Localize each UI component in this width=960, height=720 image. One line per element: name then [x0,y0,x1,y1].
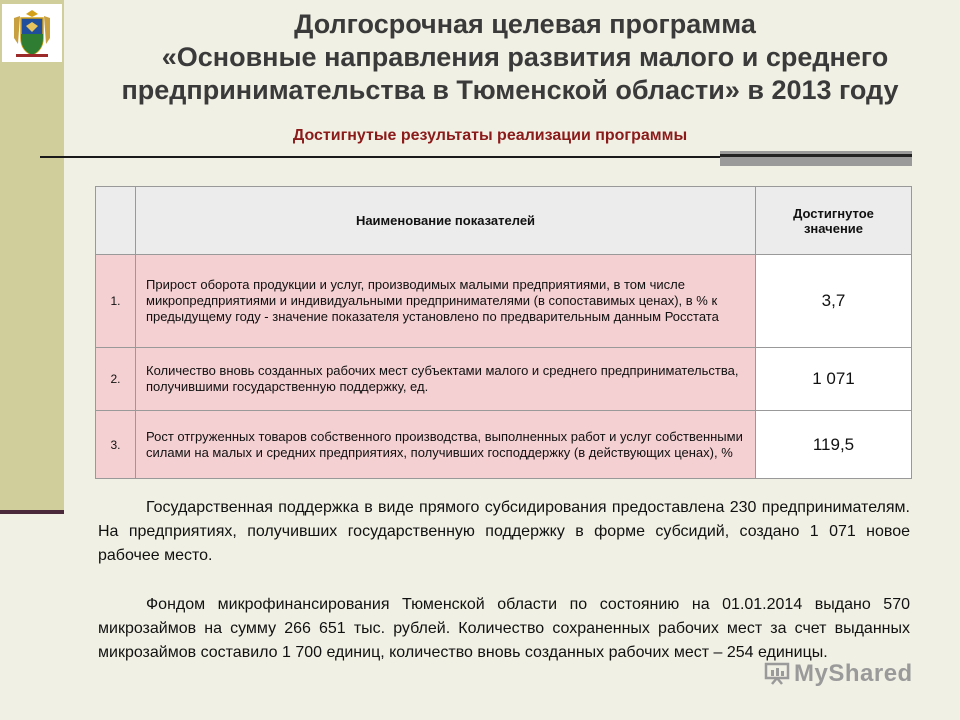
indicator-name: Количество вновь созданных рабочих мест субъектами малого и среднего предпринимательства, получившими государственную поддержку, ед. [136,348,756,411]
row-number: 2. [96,348,136,411]
table-row [96,411,912,479]
paragraph-subsidies: Государственная поддержка в виде прямого субсидирования предоставлена 230 предпринимателям. На предприятиях, получивших государственную поддержку в форме субсидий, создано 1 071 новое рабочее место. [98,499,910,564]
indicators-table [95,186,912,479]
indicator-value: 3,7 [756,255,912,348]
row-number: 1. [96,255,136,348]
coat-of-arms-icon [2,4,62,62]
watermark-text: MyShared [794,660,913,687]
title-line-3: предпринимательства в Тюменской области» в 2013 году [121,75,899,105]
page-title [70,8,950,107]
watermark [764,660,934,690]
paragraph-microfinance: Фондом микрофинансирования Тюменской области по состоянию на 01.01.2014 выдано 570 микрозаймов на сумму 266 651 тыс. рублей. Количество сохраненных рабочих мест за счет выданных микрозаймов составило 1 700 единиц, количество вновь созданных рабочих мест – 254 единицы. [98,596,910,661]
table-row [96,255,912,348]
title-line-2: «Основные направления развития малого и среднего [161,42,889,72]
table-header-row [96,187,912,255]
table-row [96,348,912,411]
header-divider-accent [720,151,912,166]
column-header-value: Достигнутое значение [756,187,912,255]
indicator-name: Прирост оборота продукции и услуг, производимых малыми предприятиями, в том числе микропредприятиями и индивидуальными предпринимателями (в сопоставимых ценах), в % к предыдущему году - значение показателя установлено по предварительным данным Росстата [136,255,756,348]
indicator-name: Рост отгруженных товаров собственного производства, выполненных работ и услуг собственными силами на малых и средних предприятиях, получивших господдержку (в действующих ценах), % [136,411,756,479]
row-number: 3. [96,411,136,479]
presentation-icon [764,661,790,685]
title-line-1: Долгосрочная целевая программа [294,9,756,39]
left-band-underline [0,510,64,514]
column-header-indicator: Наименование показателей [136,187,756,255]
indicator-value: 1 071 [756,348,912,411]
left-decorative-band [0,0,64,510]
page-subtitle: Достигнутые результаты реализации программы [292,127,688,144]
column-header-number [96,187,136,255]
indicator-value: 119,5 [756,411,912,479]
